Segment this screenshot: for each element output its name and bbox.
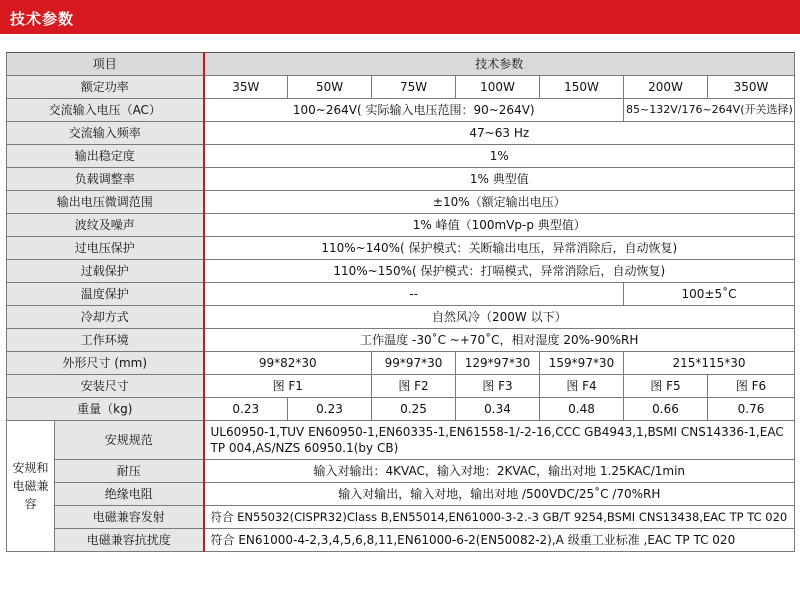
table-row-olp	[7, 260, 795, 283]
table-row-ripple	[7, 214, 795, 237]
cell: 50W	[288, 76, 372, 99]
row-label: 绝缘电阻	[55, 483, 204, 506]
section-header-bar	[0, 0, 800, 34]
cell: 1% 典型值	[204, 168, 795, 191]
table-row-hipot	[7, 460, 795, 483]
cell: 100~264V( 实际输入电压范围：90~264V)	[204, 99, 624, 122]
cell: 工作温度 -30˚C ~+70˚C，相对湿度 20%-90%RH	[204, 329, 795, 352]
cell: 100W	[456, 76, 540, 99]
row-label: 过电压保护	[7, 237, 204, 260]
row-label: 冷却方式	[7, 306, 204, 329]
cell: 150W	[540, 76, 624, 99]
table-row-mount	[7, 375, 795, 398]
table-row-insulation	[7, 483, 795, 506]
cell: 1% 峰值（100mVp-p 典型值）	[204, 214, 795, 237]
row-label: 过载保护	[7, 260, 204, 283]
row-label: 温度保护	[7, 283, 204, 306]
table-row-weight	[7, 398, 795, 421]
cell: 图 F5	[624, 375, 708, 398]
cell: 100±5˚C	[624, 283, 795, 306]
cell: 159*97*30	[540, 352, 624, 375]
table-row-ac-input	[7, 99, 795, 122]
cell: 图 F3	[456, 375, 540, 398]
row-label: 工作环境	[7, 329, 204, 352]
cell: 0.23	[288, 398, 372, 421]
table-row-dims	[7, 352, 795, 375]
cell: 110%~150%( 保护模式：打嗝模式，异常消除后，自动恢复)	[204, 260, 795, 283]
row-label: 额定功率	[7, 76, 204, 99]
cell: --	[204, 283, 624, 306]
cell: 输入对输出，输入对地，输出对地 /500VDC/25˚C /70%RH	[204, 483, 795, 506]
cell: 符合 EN61000-4-2,3,4,5,6,8,11,EN61000-6-2(EN50082-2),A 级重工业标准 ,EAC TP TC 020	[204, 529, 795, 552]
row-label: 交流输入电压（AC）	[7, 99, 204, 122]
row-label: 安装尺寸	[7, 375, 204, 398]
cell: 图 F4	[540, 375, 624, 398]
section-title: 技术参数	[10, 10, 75, 28]
param-header: 技术参数	[204, 53, 795, 76]
item-header: 项目	[7, 53, 204, 76]
cell: 350W	[708, 76, 795, 99]
cell: 图 F2	[372, 375, 456, 398]
spec-table	[6, 52, 795, 552]
table-row-emi	[7, 506, 795, 529]
table-row-power	[7, 76, 795, 99]
table-row-env	[7, 329, 795, 352]
table-row-ems	[7, 529, 795, 552]
table-row-trim	[7, 191, 795, 214]
cell: 0.66	[624, 398, 708, 421]
table-header-row	[7, 53, 795, 76]
cell: 输入对输出：4KVAC，输入对地：2KVAC，输出对地 1.25KAC/1min	[204, 460, 795, 483]
cell: ±10%（额定输出电压）	[204, 191, 795, 214]
table-row-cooling	[7, 306, 795, 329]
cell: 200W	[624, 76, 708, 99]
row-label: 外形尺寸 (mm)	[7, 352, 204, 375]
cell: 图 F1	[204, 375, 372, 398]
group-label: 安规和电磁兼容	[7, 421, 55, 552]
cell: 129*97*30	[456, 352, 540, 375]
cell: 215*115*30	[624, 352, 795, 375]
cell: 99*97*30	[372, 352, 456, 375]
table-row-load-reg	[7, 168, 795, 191]
row-label: 交流输入频率	[7, 122, 204, 145]
table-row-ovp	[7, 237, 795, 260]
cell: 35W	[204, 76, 288, 99]
cell: 自然风冷（200W 以下）	[204, 306, 795, 329]
cell: 符合 EN55032(CISPR32)Class B,EN55014,EN61000-3-2.-3 GB/T 9254,BSMI CNS13438,EAC TP TC 020	[204, 506, 795, 529]
cell: UL60950-1,TUV EN60950-1,EN60335-1,EN61558-1/-2-16,CCC GB4943,1,BSMI CNS14336-1,EAC TP 004,AS/NZS 60950.1(by CB)	[204, 421, 795, 460]
row-label: 耐压	[55, 460, 204, 483]
cell: 85~132V/176~264V(开关选择)	[624, 99, 795, 122]
cell: 110%~140%( 保护模式：关断输出电压，异常消除后，自动恢复)	[204, 237, 795, 260]
cell: 0.25	[372, 398, 456, 421]
cell: 1%	[204, 145, 795, 168]
table-row-freq	[7, 122, 795, 145]
cell: 0.76	[708, 398, 795, 421]
cell: 图 F6	[708, 375, 795, 398]
table-row-stability	[7, 145, 795, 168]
cell: 75W	[372, 76, 456, 99]
row-label: 输出稳定度	[7, 145, 204, 168]
row-label: 重量（kg)	[7, 398, 204, 421]
table-row-otp	[7, 283, 795, 306]
cell: 0.23	[204, 398, 288, 421]
cell: 47~63 Hz	[204, 122, 795, 145]
row-label: 电磁兼容发射	[55, 506, 204, 529]
cell: 0.34	[456, 398, 540, 421]
table-row-safety	[7, 421, 795, 460]
cell: 0.48	[540, 398, 624, 421]
row-label: 负载调整率	[7, 168, 204, 191]
row-label: 安规规范	[55, 421, 204, 460]
row-label: 波纹及噪声	[7, 214, 204, 237]
row-label: 电磁兼容抗扰度	[55, 529, 204, 552]
row-label: 输出电压微调范围	[7, 191, 204, 214]
cell: 99*82*30	[204, 352, 372, 375]
